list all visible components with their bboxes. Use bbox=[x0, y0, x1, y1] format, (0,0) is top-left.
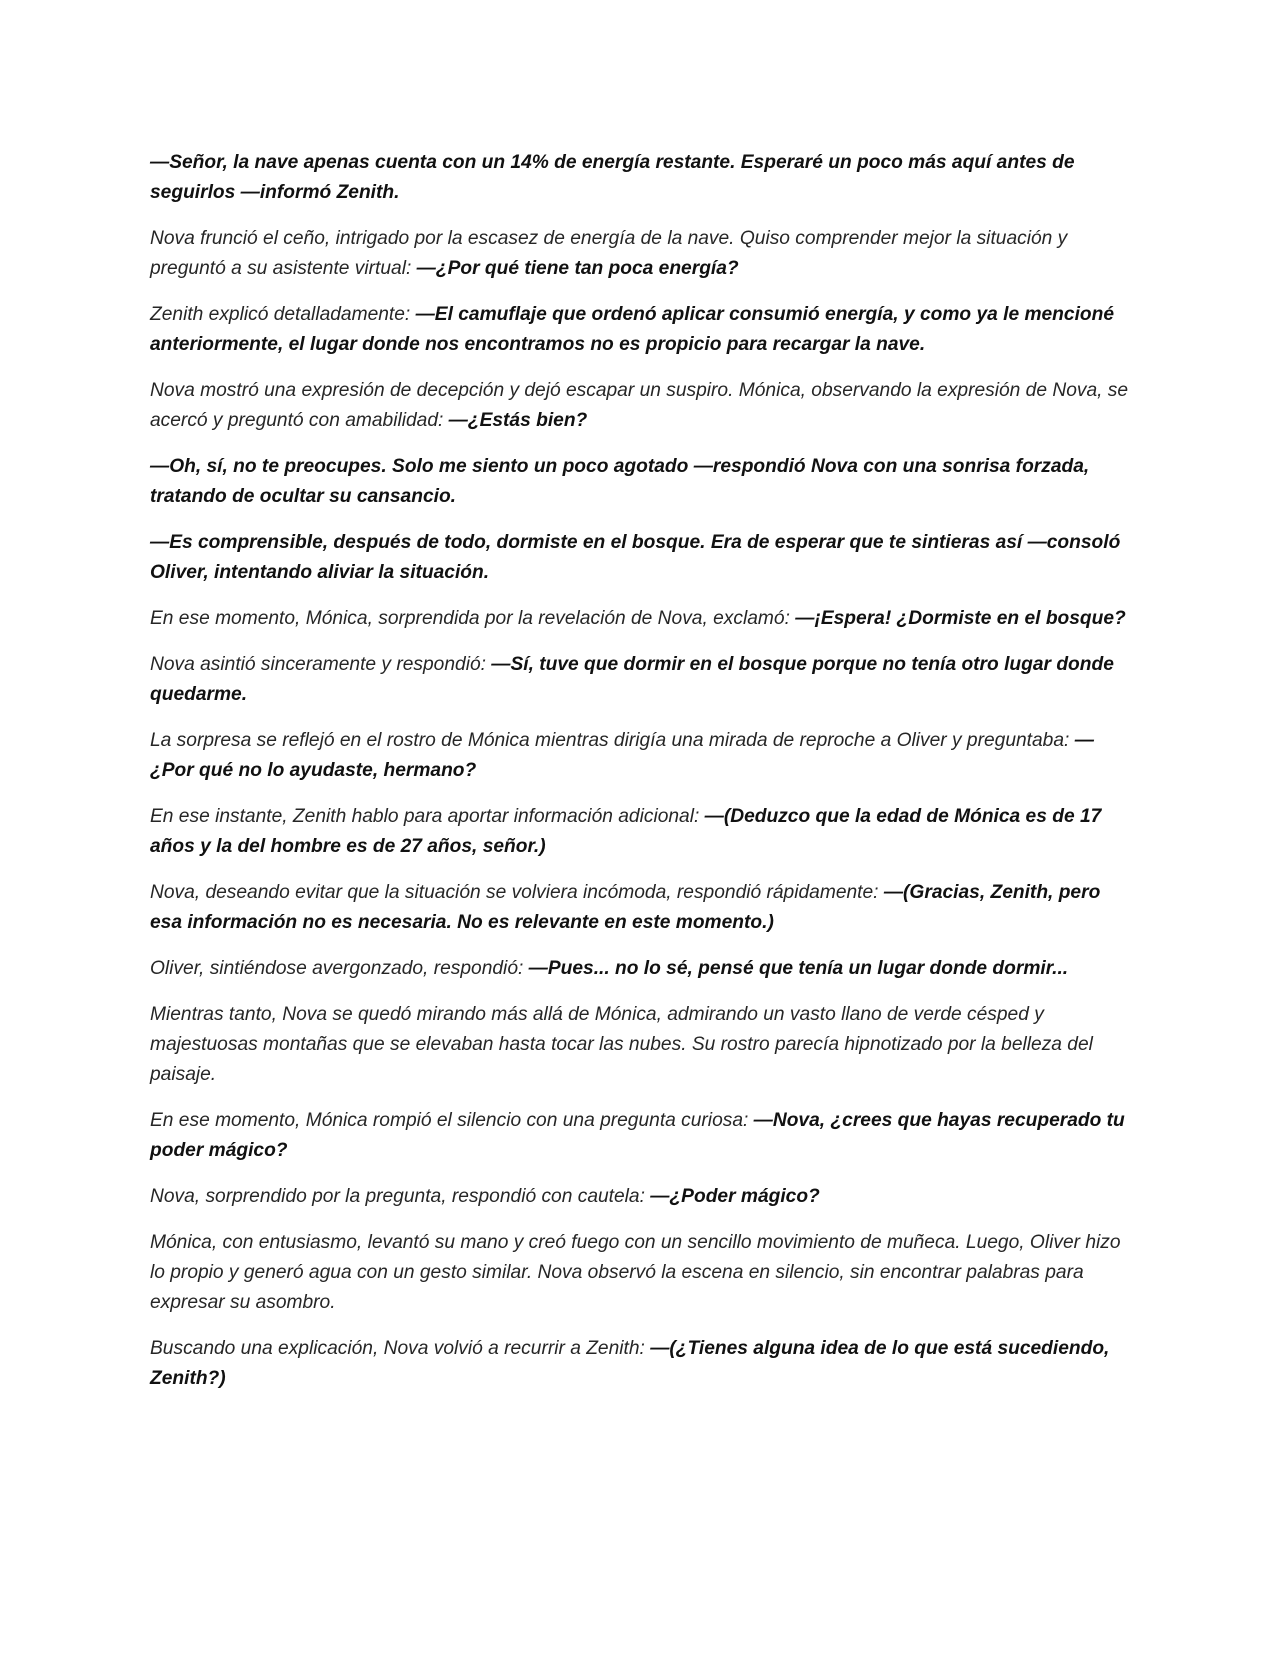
paragraph bbox=[150, 300, 1132, 360]
paragraph bbox=[150, 376, 1132, 436]
paragraph bbox=[150, 878, 1132, 938]
dialogue-text: —Es comprensible, después de todo, dormiste en el bosque. Era de esperar que te sintieras así —consoló Oliver, intentando aliviar la situación. bbox=[150, 532, 1121, 583]
paragraph bbox=[150, 148, 1132, 208]
paragraph bbox=[150, 1228, 1132, 1318]
narration-text: Buscando una explicación, Nova volvió a recurrir a Zenith: bbox=[150, 1338, 651, 1359]
paragraph bbox=[150, 452, 1132, 512]
paragraph bbox=[150, 224, 1132, 284]
dialogue-text: —(Deduzco que la edad de Mónica es de 17 años y la del hombre es de 27 años, señor.) bbox=[150, 806, 1102, 857]
dialogue-text: —¡Espera! ¿Dormiste en el bosque? bbox=[795, 608, 1126, 629]
narration-text: La sorpresa se reflejó en el rostro de Mónica mientras dirigía una mirada de reproche a Oliver y preguntaba: bbox=[150, 730, 1075, 751]
narration-text: Zenith explicó detalladamente: bbox=[150, 304, 416, 325]
narration-text: Mónica, con entusiasmo, levantó su mano y creó fuego con un sencillo movimiento de muñeca. Luego, Oliver hizo lo propio y generó agua con un gesto similar. Nova observó la escena en silencio, sin encontrar palabras para expresar su asombro. bbox=[150, 1232, 1121, 1313]
dialogue-text: —Señor, la nave apenas cuenta con un 14% de energía restante. Esperaré un poco más aquí antes de seguirlos —informó Zenith. bbox=[150, 152, 1075, 203]
narration-text: Oliver, sintiéndose avergonzado, respondió: bbox=[150, 958, 529, 979]
narration-text: Nova mostró una expresión de decepción y dejó escapar un suspiro. Mónica, observando la expresión de Nova, se acercó y preguntó con amabilidad: bbox=[150, 380, 1129, 431]
dialogue-text: —Oh, sí, no te preocupes. Solo me siento un poco agotado —respondió Nova con una sonrisa forzada, tratando de ocultar su cansancio. bbox=[150, 456, 1090, 507]
dialogue-text: —¿Estás bien? bbox=[448, 410, 588, 431]
paragraph bbox=[150, 802, 1132, 862]
narration-text: Mientras tanto, Nova se quedó mirando más allá de Mónica, admirando un vasto llano de verde césped y majestuosas montañas que se elevaban hasta tocar las nubes. Su rostro parecía hipnotizado por la belleza del paisaje. bbox=[150, 1004, 1093, 1085]
document-page bbox=[150, 148, 1132, 1410]
dialogue-text: —(¿Tienes alguna idea de lo que está sucediendo, Zenith?) bbox=[150, 1338, 1110, 1389]
dialogue-text: —¿Poder mágico? bbox=[650, 1186, 820, 1207]
paragraph bbox=[150, 954, 1132, 984]
paragraph bbox=[150, 1106, 1132, 1166]
dialogue-text: —Pues... no lo sé, pensé que tenía un lugar donde dormir... bbox=[528, 958, 1069, 979]
paragraph bbox=[150, 1182, 1132, 1212]
paragraph bbox=[150, 726, 1132, 786]
paragraph bbox=[150, 1334, 1132, 1394]
dialogue-text: —¿Por qué no lo ayudaste, hermano? bbox=[150, 730, 1094, 781]
paragraph bbox=[150, 650, 1132, 710]
dialogue-text: —El camuflaje que ordenó aplicar consumió energía, y como ya le mencioné anteriormente, el lugar donde nos encontramos no es propicio para recargar la nave. bbox=[150, 304, 1115, 355]
narration-text: Nova asintió sinceramente y respondió: bbox=[150, 654, 492, 675]
paragraph bbox=[150, 604, 1132, 634]
narration-text: En ese momento, Mónica rompió el silencio con una pregunta curiosa: bbox=[150, 1110, 754, 1131]
dialogue-text: —¿Por qué tiene tan poca energía? bbox=[416, 258, 739, 279]
dialogue-text: —Nova, ¿crees que hayas recuperado tu poder mágico? bbox=[150, 1110, 1125, 1161]
narration-text: Nova frunció el ceño, intrigado por la escasez de energía de la nave. Quiso comprender mejor la situación y preguntó a su asistente virtual: bbox=[150, 228, 1068, 279]
narration-text: Nova, deseando evitar que la situación se volviera incómoda, respondió rápidamente: bbox=[150, 882, 884, 903]
narration-text: En ese momento, Mónica, sorprendida por la revelación de Nova, exclamó: bbox=[150, 608, 796, 629]
narration-text: Nova, sorprendido por la pregunta, respondió con cautela: bbox=[150, 1186, 651, 1207]
narration-text: En ese instante, Zenith hablo para aportar información adicional: bbox=[150, 806, 705, 827]
paragraph bbox=[150, 1000, 1132, 1090]
dialogue-text: —Sí, tuve que dormir en el bosque porque no tenía otro lugar donde quedarme. bbox=[150, 654, 1114, 705]
paragraph bbox=[150, 528, 1132, 588]
dialogue-text: —(Gracias, Zenith, pero esa información no es necesaria. No es relevante en este momento.) bbox=[150, 882, 1101, 933]
